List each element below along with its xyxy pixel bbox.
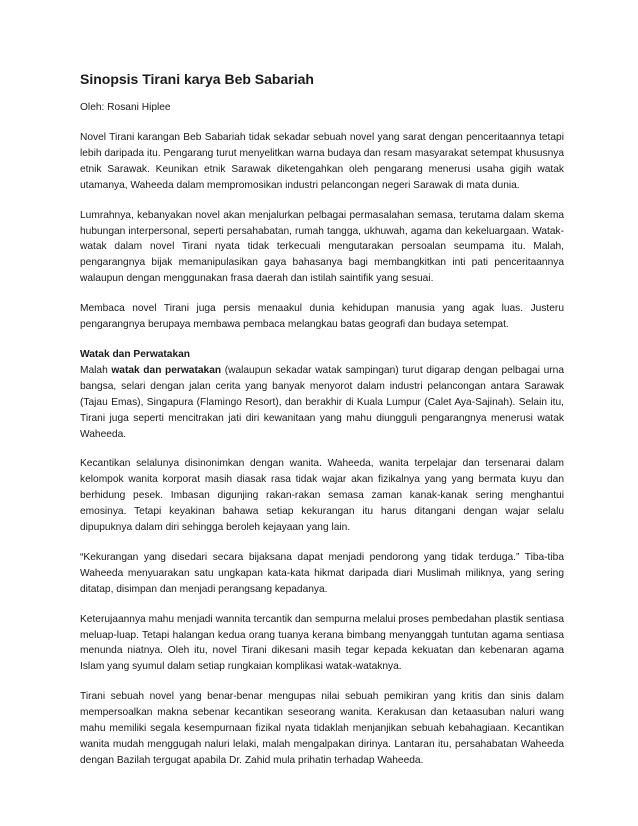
paragraph-5: Kecantikan selalunya disinonimkan dengan wanita. Waheeda, wanita terpelajar dan tersenarai dalam kelompok wanita korporat masih diasak rasa tidak wajar akan fizikalnya yang yang bermata kuyu dan berhidung pesek. Imbasan digunjing rakan-rakan semasa zaman kanak-kanak sering menghantui emosinya. Tetapi keyakinan bahawa setiap kekurangan itu harus ditangani dengan wajar selalu dipupuknya dalam diri sehingga beroleh kejayaan yang lain. <box>80 458 564 534</box>
document-page <box>80 70 564 783</box>
paragraph-2: Lumrahnya, kebanyakan novel akan menjalurkan pelbagai permasalahan semasa, terutama dalam skema hubungan interpersonal, seperti persahabatan, rumah tangga, ukhuwah, agama dan kekeluargaan. Watak-watak dalam novel Tirani nyata tidak terkecuali mengutarakan persoalan seumpama itu. Malah, pengarangnya bijak memanipulasikan gaya bahasanya bagi membangkitkan inti pati penceritaannya walaupun dengan menggunakan frasa daerah dan istilah saintifik yang sesuai. <box>80 209 564 285</box>
paragraph-6: “Kekurangan yang disedari secara bijaksana dapat menjadi pendorong yang tidak terduga.” Tiba-tiba Waheeda menyuarakan satu ungkapan kata-kata hikmat daripada diari Muslimah miliknya, yang sering ditatap, disimpan dan menjadi perangsang kepadanya. <box>80 551 564 595</box>
paragraph-1: Novel Tirani karangan Beb Sabariah tidak sekadar sebuah novel yang sarat dengan penceritaannya tetapi lebih daripada itu. Pengarang turut menyelitkan warna budaya dan resam masyarakat setempat khususnya etnik Sarawak. Keunikan etnik Sarawak diketengahkan oleh pengarang menerusi usaha gigih watak utamanya, Waheeda dalam mempromosikan industri pelancongan negeri Sarawak di mata dunia. <box>80 132 564 191</box>
document-title: Sinopsis Tirani karya Beb Sabariah <box>80 71 314 87</box>
paragraph-8: Tirani sebuah novel yang benar-benar mengupas nilai sebuah pemikiran yang kritis dan sinis dalam mempersoalkan makna sebenar kecantikan seseorang wanita. Kerakusan dan ketaasuban naluri wang mahu memiliki segala kesempurnaan fizikal nyata tidaklah menjanjikan sebuah kebahagiaan. Kecantikan wanita mudah menggugah naluri lelaki, malah mengalpakan dirinya. Lantaran itu, persahabatan Waheeda dengan Bazilah tergugat apabila Dr. Zahid mula prihatin terhadap Waheeda. <box>80 691 564 766</box>
paragraph-3: Membaca novel Tirani juga persis menaakul dunia kehidupan manusia yang agak luas. Justeru pengarangnya berupaya membawa pembaca melangkau batas geografi dan budaya setempat. <box>80 303 564 331</box>
author-byline: Oleh: Rosani Hiplee <box>80 102 171 113</box>
paragraph-4 <box>80 363 564 443</box>
paragraph-4-bold-phrase: watak dan perwatakan <box>111 364 222 376</box>
paragraph-4-rest: (walaupun sekadar watak sampingan) turut digarap dengan pelbagai urna bangsa, selari dengan jalan cerita yang banyak menyorot dalam industri pelancongan antara Sarawak (Tajau Emas), Singapura (Flamingo Resort), dan berakhir di Kuala Lumpur (Calet Aya-Sajinah). Selain itu, Tirani juga seperti mencitrakan jati diri kewanitaan yang mahu diungguli pengarangnya menerusi watak Waheeda. <box>80 364 564 440</box>
section-heading: Watak dan Perwatakan <box>80 348 191 360</box>
paragraph-4-lead: Malah <box>80 364 112 376</box>
paragraph-7: Keterujaannya mahu menjadi wannita tercantik dan sempurna melalui proses pembedahan plastik sentiasa meluap-luap. Tetapi halangan kedua orang tuanya kerana bimbang menyanggah tuntutan agama sentiasa menunda niatnya. Oleh itu, novel Tirani dikesani masih tegar kepada kekuatan dan kebenaran agama Islam yang syumul dalam setiap rungkaian komplikasi watak-wataknya. <box>80 613 564 673</box>
